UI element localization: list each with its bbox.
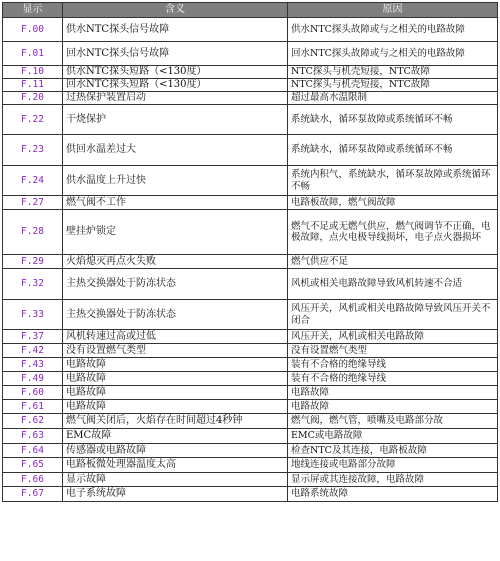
fault-cause-cell: 风压开关，风机或相关电路故障导致风压开关不闭合 bbox=[288, 300, 498, 330]
fault-code-cell: F.29 bbox=[3, 255, 63, 269]
table-row bbox=[3, 92, 498, 105]
fault-code-cell: F.37 bbox=[3, 330, 63, 344]
fault-code-cell: F.20 bbox=[3, 92, 63, 105]
fault-meaning-cell: 没有设置燃气类型 bbox=[63, 344, 288, 358]
table-row bbox=[3, 42, 498, 66]
fault-code-cell: F.65 bbox=[3, 458, 63, 473]
fault-code-cell: F.60 bbox=[3, 386, 63, 400]
fault-cause-cell: 系统缺水，循环泵故障或系统循环不畅 bbox=[288, 105, 498, 135]
fault-cause-cell: 燃气阀，燃气管，喷嘴及电路部分故 bbox=[288, 414, 498, 429]
fault-meaning-cell: 回水NTC探头短路（<130度） bbox=[63, 79, 288, 92]
fault-meaning-cell: 供回水温差过大 bbox=[63, 135, 288, 166]
fault-cause-cell: NTC探头与机壳短接，NTC故障 bbox=[288, 66, 498, 79]
fault-meaning-cell: 电路故障 bbox=[63, 400, 288, 414]
header-code: 显示 bbox=[3, 3, 63, 18]
fault-cause-cell: 没有设置燃气类型 bbox=[288, 344, 498, 358]
fault-cause-cell: NTC探头与机壳短接，NTC故障 bbox=[288, 79, 498, 92]
fault-meaning-cell: 供水温度上升过快 bbox=[63, 166, 288, 196]
fault-code-cell: F.22 bbox=[3, 105, 63, 135]
fault-code-cell: F.11 bbox=[3, 79, 63, 92]
fault-meaning-cell: 火焰熄灭再点火失败 bbox=[63, 255, 288, 269]
fault-meaning-cell: 回水NTC探头信号故障 bbox=[63, 42, 288, 66]
fault-meaning-cell: 燃气阀关闭后，火焰存在时间超过4秒钟 bbox=[63, 414, 288, 429]
fault-code-cell: F.49 bbox=[3, 372, 63, 386]
fault-code-table bbox=[2, 2, 498, 502]
table-row bbox=[3, 79, 498, 92]
table-row bbox=[3, 135, 498, 166]
header-cause: 原因 bbox=[288, 3, 498, 18]
fault-code-cell: F.24 bbox=[3, 166, 63, 196]
fault-code-cell: F.23 bbox=[3, 135, 63, 166]
table-row bbox=[3, 330, 498, 344]
fault-meaning-cell: 电路故障 bbox=[63, 358, 288, 372]
fault-cause-cell: EMC或电路故障 bbox=[288, 429, 498, 444]
fault-code-cell: F.33 bbox=[3, 300, 63, 330]
fault-cause-cell: 地线连接或电路部分故障 bbox=[288, 458, 498, 473]
table-row bbox=[3, 255, 498, 269]
table-body bbox=[3, 18, 498, 502]
table-row bbox=[3, 210, 498, 255]
fault-code-cell: F.62 bbox=[3, 414, 63, 429]
fault-meaning-cell: 电子系统故障 bbox=[63, 487, 288, 502]
table-row bbox=[3, 344, 498, 358]
fault-cause-cell: 供水NTC探头故障或与之相关的电路故障 bbox=[288, 18, 498, 42]
fault-code-cell: F.43 bbox=[3, 358, 63, 372]
header-meaning: 含义 bbox=[63, 3, 288, 18]
fault-cause-cell: 风机或相关电路故障导致风机转速不合适 bbox=[288, 269, 498, 300]
table-row bbox=[3, 444, 498, 458]
fault-cause-cell: 燃气供应不足 bbox=[288, 255, 498, 269]
fault-cause-cell: 装有不合格的绝缘导线 bbox=[288, 372, 498, 386]
fault-cause-cell: 超过最高水温限制 bbox=[288, 92, 498, 105]
fault-cause-cell: 电路故障 bbox=[288, 400, 498, 414]
fault-meaning-cell: 电路故障 bbox=[63, 372, 288, 386]
fault-meaning-cell: 壁挂炉锁定 bbox=[63, 210, 288, 255]
fault-code-cell: F.01 bbox=[3, 42, 63, 66]
table-row bbox=[3, 400, 498, 414]
fault-meaning-cell: 燃气阀不工作 bbox=[63, 196, 288, 210]
fault-code-cell: F.64 bbox=[3, 444, 63, 458]
fault-code-cell: F.10 bbox=[3, 66, 63, 79]
fault-code-cell: F.28 bbox=[3, 210, 63, 255]
fault-cause-cell: 显示屏或其连接故障，电路故障 bbox=[288, 473, 498, 487]
table-row bbox=[3, 458, 498, 473]
fault-meaning-cell: 供水NTC探头信号故障 bbox=[63, 18, 288, 42]
fault-code-cell: F.42 bbox=[3, 344, 63, 358]
fault-meaning-cell: 风机转速过高或过低 bbox=[63, 330, 288, 344]
table-row bbox=[3, 269, 498, 300]
fault-cause-cell: 电路系统故障 bbox=[288, 487, 498, 502]
fault-meaning-cell: 主热交换器处于防冻状态 bbox=[63, 300, 288, 330]
fault-meaning-cell: 干烧保护 bbox=[63, 105, 288, 135]
fault-cause-cell: 风压开关，风机或相关电路故障 bbox=[288, 330, 498, 344]
fault-cause-cell: 燃气不足或无燃气供应，燃气阀调节不正确，电极故障，点火电极导线损坏，电子点火器损坏 bbox=[288, 210, 498, 255]
table-row bbox=[3, 386, 498, 400]
fault-cause-cell: 检查NTC及其连接，电路板故障 bbox=[288, 444, 498, 458]
table-row bbox=[3, 487, 498, 502]
table-header-row bbox=[3, 3, 498, 18]
table-row bbox=[3, 166, 498, 196]
table-row bbox=[3, 18, 498, 42]
fault-code-cell: F.67 bbox=[3, 487, 63, 502]
fault-code-cell: F.63 bbox=[3, 429, 63, 444]
fault-meaning-cell: 主热交换器处于防冻状态 bbox=[63, 269, 288, 300]
fault-cause-cell: 系统内积气，系统缺水，循环泵故障或系统循环不畅 bbox=[288, 166, 498, 196]
fault-meaning-cell: 显示故障 bbox=[63, 473, 288, 487]
table-row bbox=[3, 66, 498, 79]
table-row bbox=[3, 196, 498, 210]
fault-meaning-cell: 供水NTC探头短路（<130度） bbox=[63, 66, 288, 79]
fault-cause-cell: 系统缺水，循环泵故障或系统循环不畅 bbox=[288, 135, 498, 166]
table-row bbox=[3, 429, 498, 444]
fault-code-cell: F.66 bbox=[3, 473, 63, 487]
table-row bbox=[3, 414, 498, 429]
table-row bbox=[3, 358, 498, 372]
fault-meaning-cell: EMC故障 bbox=[63, 429, 288, 444]
table-row bbox=[3, 300, 498, 330]
fault-meaning-cell: 电路板微处理器温度太高 bbox=[63, 458, 288, 473]
fault-meaning-cell: 电路故障 bbox=[63, 386, 288, 400]
fault-code-cell: F.61 bbox=[3, 400, 63, 414]
fault-code-cell: F.32 bbox=[3, 269, 63, 300]
fault-cause-cell: 回水NTC探头故障或与之相关的电路故障 bbox=[288, 42, 498, 66]
fault-code-cell: F.27 bbox=[3, 196, 63, 210]
fault-cause-cell: 电路故障 bbox=[288, 386, 498, 400]
table-row bbox=[3, 372, 498, 386]
table-row bbox=[3, 473, 498, 487]
fault-meaning-cell: 传感器或电路故障 bbox=[63, 444, 288, 458]
table-row bbox=[3, 105, 498, 135]
fault-cause-cell: 电路板故障，燃气阀故障 bbox=[288, 196, 498, 210]
fault-cause-cell: 装有不合格的绝缘导线 bbox=[288, 358, 498, 372]
fault-code-cell: F.00 bbox=[3, 18, 63, 42]
fault-meaning-cell: 过热保护装置启动 bbox=[63, 92, 288, 105]
